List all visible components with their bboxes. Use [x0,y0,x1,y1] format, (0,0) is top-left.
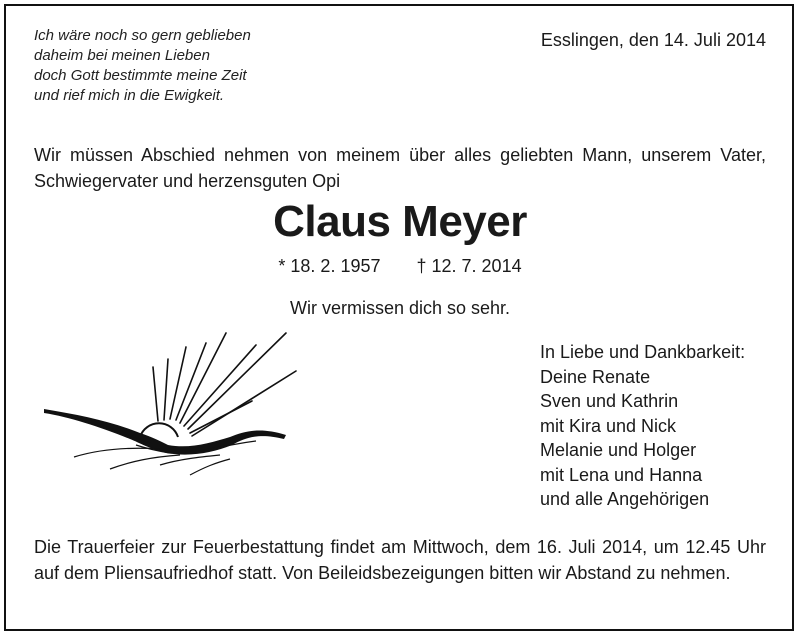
poem-line: und rief mich in die Ewigkeit. [34,87,225,104]
mourners-list [540,340,745,512]
poem-line: doch Gott bestimmte meine Zeit [34,67,247,84]
list-item: und alle Angehörigen [540,489,710,509]
birth-date: * 18. 2. 1957 [278,256,381,276]
poem [34,26,251,106]
poem-line: daheim bei meinen Lieben [34,47,210,64]
sunset-illustration [40,325,300,495]
sun-icon [140,423,178,437]
sun-rays-icon [153,333,296,436]
poem-line: Ich wäre noch so gern geblieben [34,27,251,44]
intro-text: Wir müssen Abschied nehmen von meinem über alles geliebten Mann, unserem Vater, Schwiegervater und herzensguten Opi [34,145,766,191]
list-item: Melanie und Holger [540,440,697,460]
list-item: Sven und Kathrin [540,391,679,411]
life-dates [0,256,800,277]
remembrance-line: Wir vermissen dich so sehr. [289,298,511,318]
place-date: Esslingen, den 14. Juli 2014 [540,30,766,50]
list-item: Deine Renate [540,366,651,387]
list-item: mit Lena und Hanna [540,464,703,485]
list-item: In Liebe und Dankbarkeit: [540,342,746,362]
death-date: † 12. 7. 2014 [416,256,522,276]
list-item: mit Kira und Nick [540,415,677,436]
deceased-name: Claus Meyer [273,197,527,246]
ceremony-notice: Die Trauerfeier zur Feuerbestattung findet am Mittwoch, dem 16. Juli 2014, um 12.45 Uhr auf dem Pliensaufriedhof statt. Von Beileidsbezeigungen bitten wir Abstand zu nehmen. [34,537,766,583]
